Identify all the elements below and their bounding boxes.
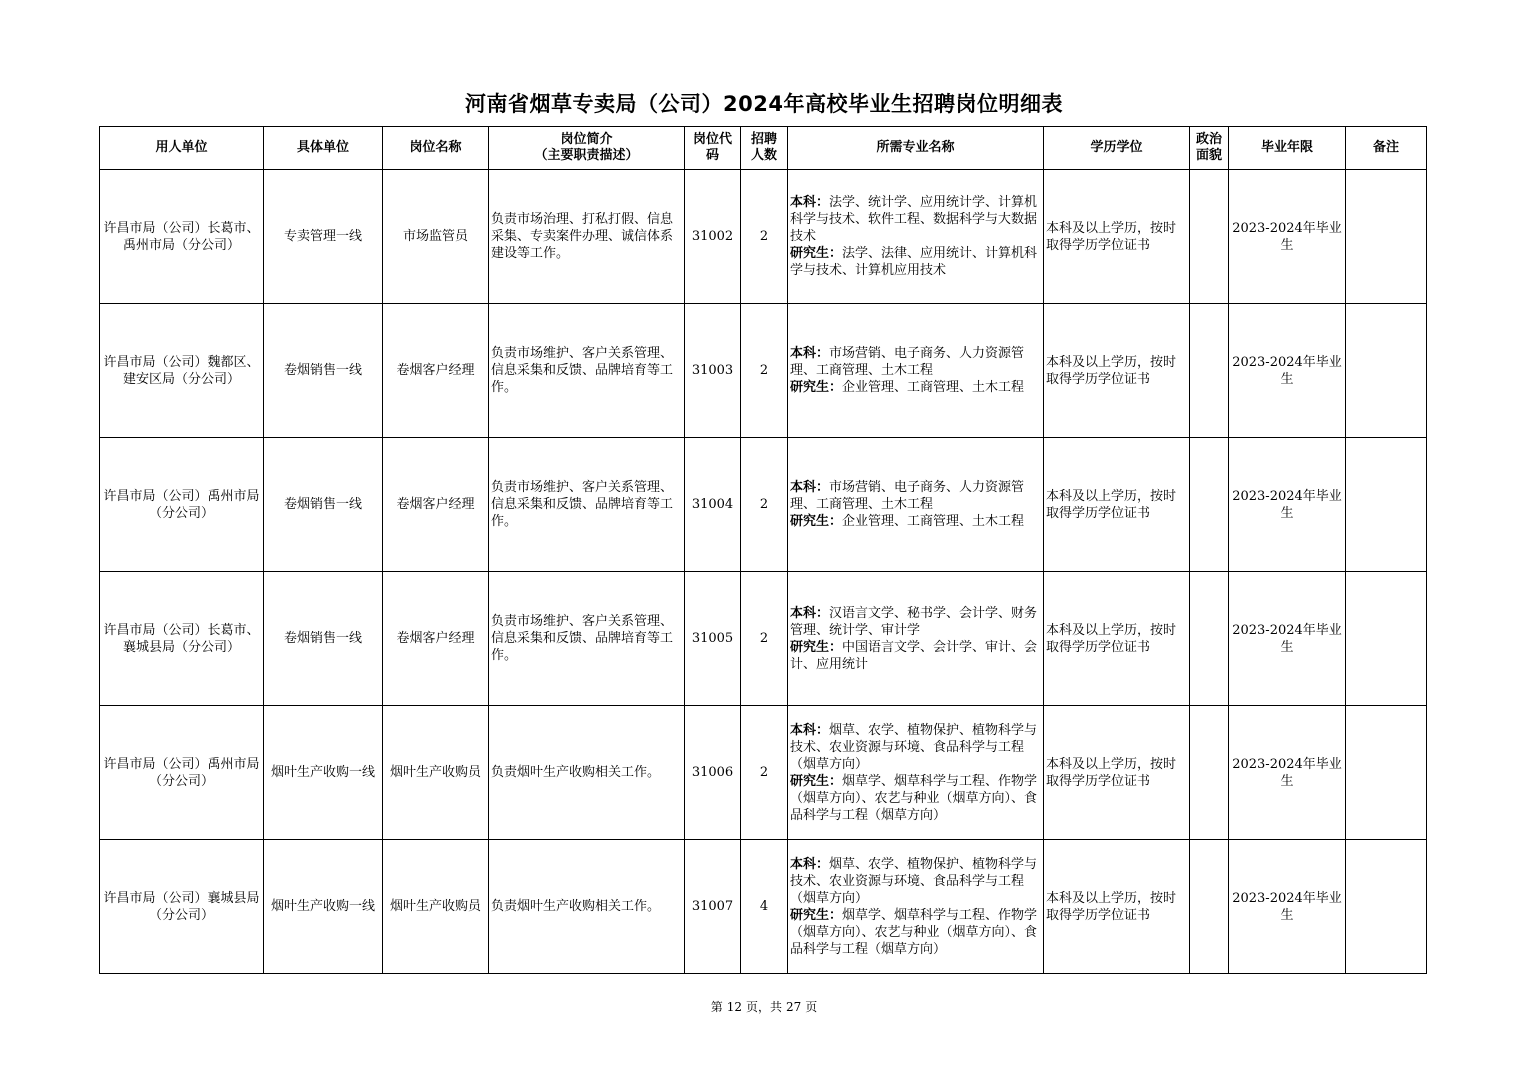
- footer-suffix: 页: [805, 1000, 818, 1014]
- cell-count: 2: [741, 438, 788, 572]
- cell-remarks: [1346, 170, 1427, 304]
- header-description: [489, 127, 685, 170]
- header-code-line2: 码: [705, 148, 719, 163]
- cell-employer: 许昌市局（公司）魏都区、建安区局（分公司）: [100, 304, 264, 438]
- cell-degree: 本科及以上学历，按时取得学历学位证书: [1044, 438, 1190, 572]
- header-count-line2: 人数: [750, 148, 777, 163]
- undergrad-majors: [790, 856, 1041, 907]
- cell-code: 31006: [685, 706, 741, 840]
- cell-position: 卷烟客户经理: [383, 304, 489, 438]
- cell-unit: 专卖管理一线: [264, 170, 383, 304]
- undergrad-majors: [790, 479, 1041, 513]
- cell-unit: 烟叶生产收购一线: [264, 706, 383, 840]
- undergrad-label: 本科：: [790, 480, 830, 495]
- grad-label: 研究生：: [790, 773, 843, 789]
- footer-prefix: 第: [710, 1000, 723, 1014]
- header-employer: 用人单位: [100, 127, 264, 170]
- grad-majors: [790, 773, 1041, 824]
- cell-remarks: [1346, 438, 1427, 572]
- cell-remarks: [1346, 706, 1427, 840]
- cell-count: 2: [741, 304, 788, 438]
- cell-majors: [788, 304, 1044, 438]
- footer-mid: 页，共: [745, 1000, 782, 1014]
- positions-table: [99, 126, 1427, 974]
- cell-political: [1190, 706, 1229, 840]
- header-majors: 所需专业名称: [788, 127, 1044, 170]
- undergrad-label: 本科：: [790, 856, 830, 872]
- cell-description: 负责烟叶生产收购相关工作。: [489, 840, 685, 974]
- cell-remarks: [1346, 572, 1427, 706]
- cell-description: 负责市场维护、客户关系管理、信息采集和反馈、品牌培育等工作。: [489, 572, 685, 706]
- grad-majors-text: 企业管理、工商管理、土木工程: [842, 514, 1025, 529]
- undergrad-majors: [790, 194, 1041, 245]
- grad-label: 研究生：: [790, 907, 843, 923]
- cell-unit: 卷烟销售一线: [264, 572, 383, 706]
- cell-political: [1190, 572, 1229, 706]
- cell-majors: [788, 170, 1044, 304]
- grad-majors: [790, 379, 1041, 396]
- cell-degree: 本科及以上学历，按时取得学历学位证书: [1044, 706, 1190, 840]
- cell-position: 烟叶生产收购员: [383, 706, 489, 840]
- cell-position: 卷烟客户经理: [383, 438, 489, 572]
- table-row: [100, 706, 1427, 840]
- header-row: [100, 127, 1427, 170]
- cell-position: 卷烟客户经理: [383, 572, 489, 706]
- cell-majors: [788, 706, 1044, 840]
- header-code-line1: 岗位代: [692, 132, 732, 147]
- cell-unit: 卷烟销售一线: [264, 304, 383, 438]
- undergrad-majors-text: 市场营销、电子商务、人力资源管理、工商管理、土木工程: [790, 480, 1025, 512]
- grad-majors: [790, 639, 1041, 673]
- cell-code: 31007: [685, 840, 741, 974]
- cell-remarks: [1346, 840, 1427, 974]
- grad-majors-text: 烟草学、烟草科学与工程、作物学（烟草方向）、农艺与种业（烟草方向）、食品科学与工程（烟草方向）: [790, 773, 1038, 823]
- cell-political: [1190, 304, 1229, 438]
- cell-count: 2: [741, 170, 788, 304]
- page-footer: [0, 998, 1528, 1015]
- cell-degree: 本科及以上学历，按时取得学历学位证书: [1044, 304, 1190, 438]
- grad-majors-text: 烟草学、烟草科学与工程、作物学（烟草方向）、农艺与种业（烟草方向）、食品科学与工程（烟草方向）: [790, 907, 1038, 957]
- grad-label: 研究生：: [790, 380, 843, 395]
- header-position: 岗位名称: [383, 127, 489, 170]
- cell-political: [1190, 438, 1229, 572]
- cell-code: 31004: [685, 438, 741, 572]
- cell-unit: 烟叶生产收购一线: [264, 840, 383, 974]
- table-row: [100, 572, 1427, 706]
- grad-majors-text: 企业管理、工商管理、土木工程: [842, 380, 1025, 395]
- header-remarks: 备注: [1346, 127, 1427, 170]
- cell-position: 市场监管员: [383, 170, 489, 304]
- header-degree: 学历学位: [1044, 127, 1190, 170]
- cell-degree: 本科及以上学历，按时取得学历学位证书: [1044, 170, 1190, 304]
- cell-unit: 卷烟销售一线: [264, 438, 383, 572]
- footer-page-number: 12: [726, 1000, 742, 1014]
- undergrad-label: 本科：: [790, 605, 830, 621]
- header-grad-year: 毕业年限: [1229, 127, 1346, 170]
- undergrad-majors-text: 烟草、农学、植物保护、植物科学与技术、农业资源与环境、食品科学与工程（烟草方向）: [790, 722, 1038, 772]
- header-political-line1: 政治: [1195, 132, 1222, 147]
- grad-majors: [790, 907, 1041, 958]
- table-row: [100, 170, 1427, 304]
- grad-majors: [790, 245, 1041, 279]
- undergrad-majors-text: 汉语言文学、秘书学、会计学、财务管理、统计学、审计学: [790, 605, 1038, 638]
- header-count: [741, 127, 788, 170]
- cell-count: 2: [741, 706, 788, 840]
- cell-count: 2: [741, 572, 788, 706]
- header-political-line2: 面貌: [1195, 148, 1222, 163]
- undergrad-majors: [790, 345, 1041, 379]
- cell-majors: [788, 840, 1044, 974]
- grad-majors-text: 法学、法律、应用统计、计算机科学与技术、计算机应用技术: [790, 246, 1038, 278]
- page-title: 河南省烟草专卖局（公司）2024年高校毕业生招聘岗位明细表: [465, 92, 1063, 116]
- cell-count: 4: [741, 840, 788, 974]
- undergrad-majors-text: 法学、统计学、应用统计学、计算机科学与技术、软件工程、数据科学与大数据技术: [790, 195, 1038, 244]
- grad-label: 研究生：: [790, 514, 843, 529]
- grad-label: 研究生：: [790, 639, 843, 655]
- undergrad-label: 本科：: [790, 722, 830, 738]
- cell-employer: 许昌市局（公司）禹州市局（分公司）: [100, 438, 264, 572]
- cell-description: 负责烟叶生产收购相关工作。: [489, 706, 685, 840]
- cell-political: [1190, 840, 1229, 974]
- cell-majors: [788, 438, 1044, 572]
- cell-code: 31005: [685, 572, 741, 706]
- header-description-line1: 岗位简介: [560, 132, 613, 147]
- cell-position: 烟叶生产收购员: [383, 840, 489, 974]
- cell-degree: 本科及以上学历，按时取得学历学位证书: [1044, 840, 1190, 974]
- cell-employer: 许昌市局（公司）长葛市、襄城县局（分公司）: [100, 572, 264, 706]
- cell-grad-year: 2023-2024年毕业生: [1229, 706, 1346, 840]
- cell-employer: 许昌市局（公司）禹州市局（分公司）: [100, 706, 264, 840]
- header-unit: 具体单位: [264, 127, 383, 170]
- cell-remarks: [1346, 304, 1427, 438]
- cell-description: 负责市场治理、打私打假、信息采集、专卖案件办理、诚信体系建设等工作。: [489, 170, 685, 304]
- table-row: [100, 438, 1427, 572]
- cell-grad-year: 2023-2024年毕业生: [1229, 304, 1346, 438]
- cell-employer: 许昌市局（公司）襄城县局（分公司）: [100, 840, 264, 974]
- undergrad-label: 本科：: [790, 346, 830, 361]
- grad-label: 研究生：: [790, 246, 843, 261]
- header-code: [685, 127, 741, 170]
- cell-description: 负责市场维护、客户关系管理、信息采集和反馈、品牌培育等工作。: [489, 304, 685, 438]
- cell-grad-year: 2023-2024年毕业生: [1229, 840, 1346, 974]
- cell-grad-year: 2023-2024年毕业生: [1229, 438, 1346, 572]
- undergrad-majors-text: 烟草、农学、植物保护、植物科学与技术、农业资源与环境、食品科学与工程（烟草方向）: [790, 856, 1038, 906]
- cell-grad-year: 2023-2024年毕业生: [1229, 170, 1346, 304]
- undergrad-label: 本科：: [790, 195, 830, 210]
- footer-total-pages: 27: [786, 1000, 802, 1014]
- cell-employer: 许昌市局（公司）长葛市、禹州市局（分公司）: [100, 170, 264, 304]
- grad-majors-text: 中国语言文学、会计学、审计、会计、应用统计: [790, 639, 1038, 672]
- undergrad-majors-text: 市场营销、电子商务、人力资源管理、工商管理、土木工程: [790, 346, 1025, 378]
- cell-political: [1190, 170, 1229, 304]
- cell-majors: [788, 572, 1044, 706]
- table-row: [100, 304, 1427, 438]
- undergrad-majors: [790, 605, 1041, 639]
- cell-code: 31003: [685, 304, 741, 438]
- table-row: [100, 840, 1427, 974]
- cell-description: 负责市场维护、客户关系管理、信息采集和反馈、品牌培育等工作。: [489, 438, 685, 572]
- cell-code: 31002: [685, 170, 741, 304]
- header-political: [1190, 127, 1229, 170]
- grad-majors: [790, 513, 1041, 530]
- cell-degree: 本科及以上学历，按时取得学历学位证书: [1044, 572, 1190, 706]
- undergrad-majors: [790, 722, 1041, 773]
- header-description-line2: （主要职责描述）: [534, 148, 639, 163]
- header-count-line1: 招聘: [750, 132, 777, 147]
- cell-grad-year: 2023-2024年毕业生: [1229, 572, 1346, 706]
